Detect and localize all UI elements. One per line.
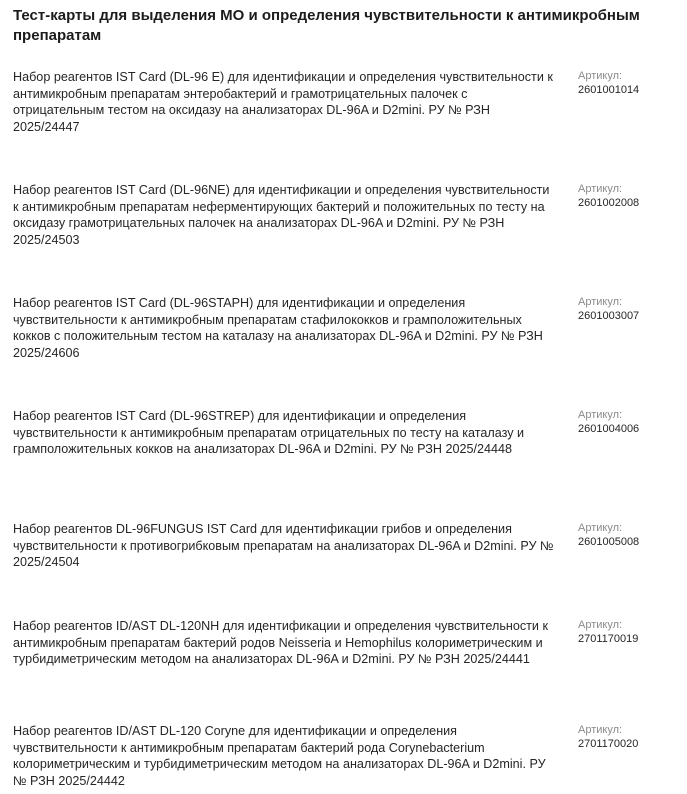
article-label: Артикул:: [578, 619, 623, 631]
article-label: Артикул:: [578, 409, 623, 421]
article-label: Артикул:: [578, 70, 623, 82]
article-label: Артикул:: [578, 522, 623, 534]
product-description[interactable]: Набор реагентов ID/AST DL-120 Coryne для идентификации и определения чувствительности к антимикробным препаратам бактерий рода Corynebacterium колориметрическим и турбидиметрическим методом на анализаторах DL-96A и D2mini. РУ № РЗН 2025/24442: [13, 724, 546, 788]
article-block: [578, 69, 673, 97]
product-description[interactable]: Набор реагентов ID/AST DL-120NH для идентификации и определения чувствительности к антимикробным препаратам бактерий родов Neisseria и Hemophilus колориметрическим и турбидиметрическим методом на анализаторах DL-96A и D2mini. РУ № РЗН 2025/24441: [13, 619, 548, 666]
article-block: [578, 408, 673, 436]
article-code: 2601004006: [578, 423, 640, 435]
article-code: 2601002008: [578, 197, 640, 209]
product-description[interactable]: Набор реагентов IST Card (DL-96NE) для идентификации и определения чувствительности к антимикробным препаратам неферментирующих бактерий и положительных по тесту на оксидазу грамотрицательных палочек на анализаторах DL-96A и D2mini. РУ № РЗН 2025/24503: [13, 183, 550, 247]
article-label: Артикул:: [578, 296, 623, 308]
article-block: [578, 723, 673, 751]
product-description[interactable]: Набор реагентов IST Card (DL-96 E) для идентификации и определения чувствительности к антимикробным препаратам энтеробактерий и грамотрицательных палочек с отрицательным тестом на оксидазу на анализаторах DL-96A и D2mini. РУ № РЗН 2025/24447: [13, 70, 553, 134]
article-block: [578, 521, 673, 549]
article-label: Артикул:: [578, 183, 623, 195]
article-code: 2601001014: [578, 84, 640, 96]
article-code: 2701170019: [578, 633, 639, 645]
product-description[interactable]: Набор реагентов IST Card (DL-96STREP) для идентификации и определения чувствительности к антимикробным препаратам отрицательных по тесту на каталазу и грамположительных кокков на анализаторах DL-96A и D2mini. РУ № РЗН 2025/24448: [13, 409, 525, 456]
article-block: [578, 295, 673, 323]
article-code: 2701170020: [578, 738, 639, 750]
product-description[interactable]: Набор реагентов IST Card (DL-96STAPH) для идентификации и определения чувствительности к антимикробным препаратам стафилококков и грамположительных кокков с положительным тестом на каталазу на анализаторах DL-96A и D2mini. РУ № РЗН 2025/24606: [13, 296, 543, 360]
article-code: 2601005008: [578, 536, 640, 548]
product-description[interactable]: Набор реагентов DL-96FUNGUS IST Card для идентификации грибов и определения чувствительности к противогрибковым препаратам на анализаторах DL-96A и D2mini. РУ № 2025/24504: [13, 522, 554, 569]
article-label: Артикул:: [578, 724, 623, 736]
article-code: 2601003007: [578, 310, 640, 322]
page-title: Тест-карты для выделения МО и определения чувствительности к антимикробным препаратам: [13, 7, 640, 44]
article-block: [578, 182, 673, 210]
article-block: [578, 618, 673, 646]
